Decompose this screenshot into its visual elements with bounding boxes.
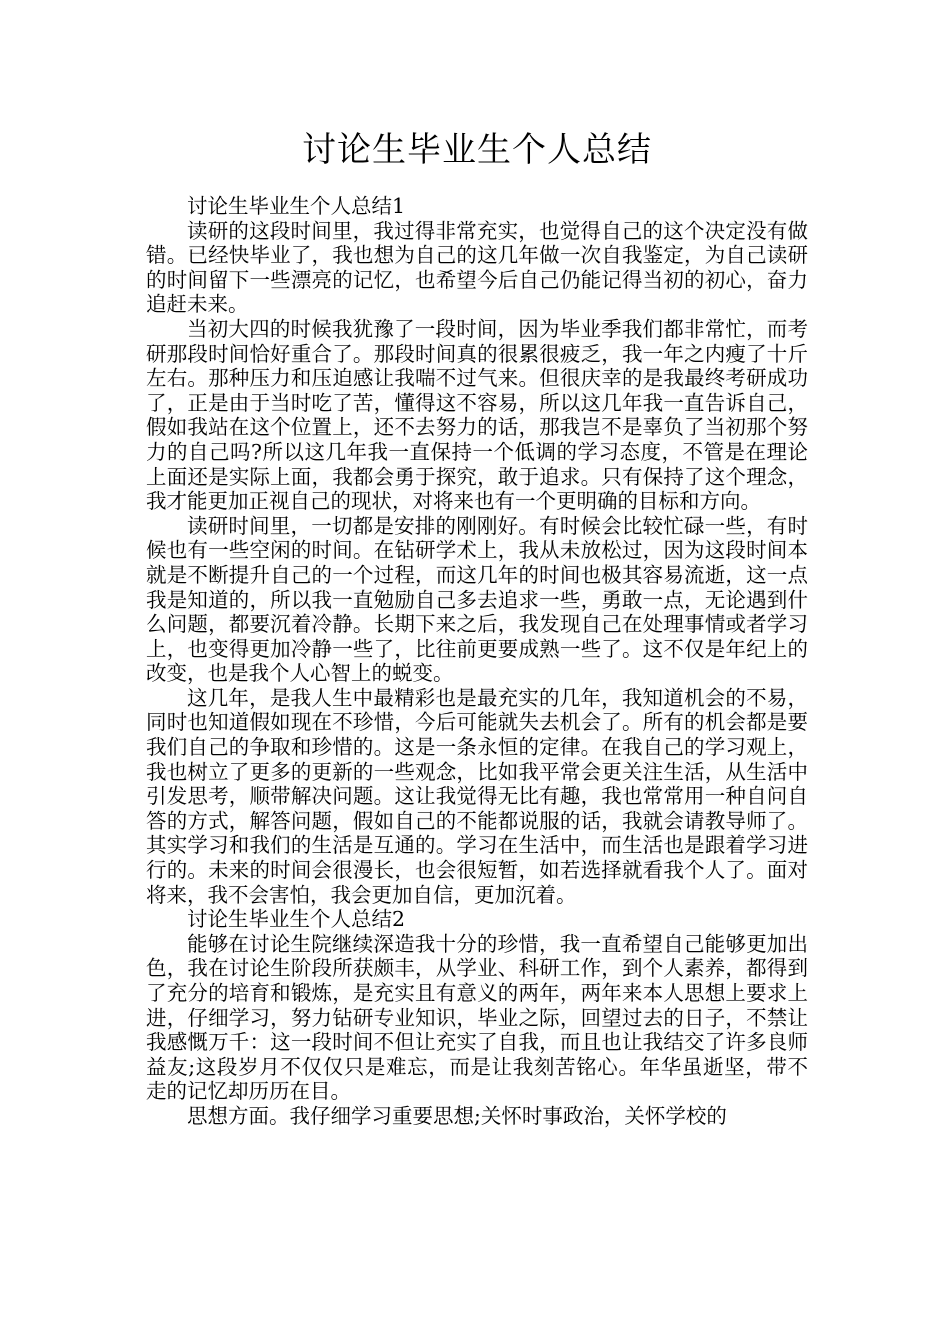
paragraph: 这几年，是我人生中最精彩也是最充实的几年，我知道机会的不易，同时也知道假如现在不珍惜，今后可能就失去机会了。所有的机会都是要我们自己的争取和珍惜的。这是一条永恒的定律。在我自己的学习观上，我也树立了更多的更新的一些观念，比如我平常会更关注生活，从生活中引发思考，顺带解决问题。这让我觉得无比有趣，我也常常用一种自问自答的方式，解答问题，假如自己的不能都说服的话，我就会请教导师了。其实学习和我们的生活是互通的。学习在生活中，而生活也是跟着学习进行的。未来的时间会很漫长，也会很短暂，如若选择就看我个人了。面对将来，我不会害怕，我会更加自信，更加沉着。 (146, 685, 808, 907)
paragraph: 读研时间里，一切都是安排的刚刚好。有时候会比较忙碌一些，有时候也有一些空闲的时间。在钻研学术上，我从未放松过，因为这段时间本就是不断提升自己的一个过程，而这几年的时间也极其容易流逝，这一点我是知道的，所以我一直勉励自己多去追求一些，勇敢一点，无论遇到什么问题，都要沉着冷静。长期下来之后，我发现自己在处理事情或者学习上，也变得更加冷静一些了，比往前更要成熟一些了。这不仅是年纪上的改变，也是我个人心智上的蜕变。 (146, 513, 808, 686)
paragraph: 读研的这段时间里，我过得非常充实，也觉得自己的这个决定没有做错。已经快毕业了，我也想为自己的这几年做一次自我鉴定，为自己读研的时间留下一些漂亮的记忆，也希望今后自己仍能记得当初的初心，奋力追赶未来。 (146, 218, 808, 317)
section-heading-2: 讨论生毕业生个人总结2 (187, 907, 406, 932)
paragraph: 当初大四的时候我犹豫了一段时间，因为毕业季我们都非常忙，而考研那段时间恰好重合了。那段时间真的很累很疲乏，我一年之内瘦了十斤左右。那种压力和压迫感让我喘不过气来。但很庆幸的是我最终考研成功了，正是由于当时吃了苦，懂得这不容易，所以这几年我一直告诉自己，假如我站在这个位置上，还不去努力的话，那我岂不是辜负了当初那个努力的自己吗?所以这几年我一直保持一个低调的学习态度，不管是在理论上面还是实际上面，我都会勇于探究，敢于追求。只有保持了这个理念，我才能更加正视自己的现状，对将来也有一个更明确的目标和方向。 (146, 316, 808, 514)
section-heading-1: 讨论生毕业生个人总结1 (187, 194, 406, 218)
document-title: 讨论生毕业生个人总结 (302, 130, 652, 170)
document-page (146, 126, 808, 1129)
paragraph: 思想方面。我仔细学习重要思想;关怀时事政治，关怀学校的 (187, 1103, 727, 1128)
document-body (146, 194, 808, 1129)
paragraph: 能够在讨论生院继续深造我十分的珍惜，我一直希望自己能够更加出色，我在讨论生阶段所获颇丰，从学业、科研工作，到个人素养，都得到了充分的培育和锻炼，是充实且有意义的两年，两年来本人思想上要求上进，仔细学习，努力钻研专业知识，毕业之际，回望过去的日子，不禁让我感慨万千：这一段时间不但让充实了自我，而且也让我结交了许多良师益友;这段岁月不仅仅只是难忘，而是让我刻苦铭心。年华虽逝坚，带不走的记忆却历历在目。 (146, 931, 808, 1104)
